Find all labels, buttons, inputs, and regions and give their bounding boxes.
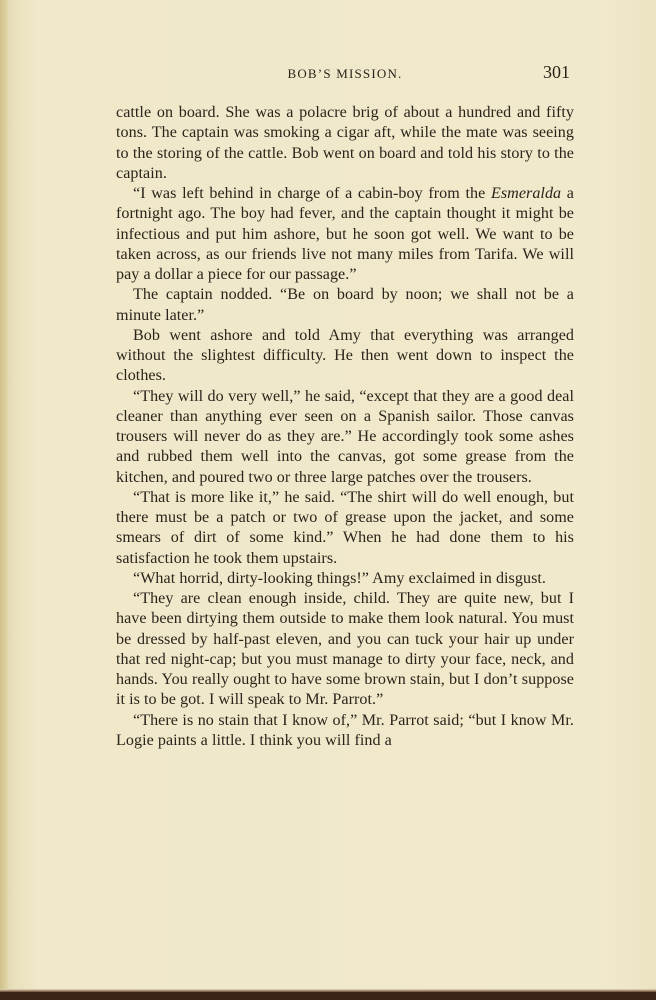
paragraph-6: “That is more like it,” he said. “The shirt will do well enough, but there must be a patch or two of grease upon the jacket, and some smears of dirt of some kind.” When he had done them to his satisfaction he took them upstairs. [116,488,574,567]
paragraph-8: “They are clean enough inside, child. They are quite new, but I have been dirtying them outside to make them look natural. You must be dressed by half-past eleven, and you can tuck your hair up under that red night-cap; but you must manage to dirty your face, neck, and hands. You really ought to have some brown stain, but I don’t suppose it is to be got. I will speak to Mr. Parrot.” [116,590,574,709]
paragraph-3: The captain nodded. “Be on board by noon; we shall not be a minute later.” [116,286,574,324]
page-bottom-edge [0,992,656,1000]
paragraph-9: “There is no stain that I know of,” Mr. Parrot said; “but I know Mr. Logie paints a little. I think you will find a [116,711,574,749]
page-number: 301 [543,62,570,82]
paragraph-5: “They will do very well,” he said, “except that they are a good deal cleaner than anything ever seen on a Spanish sailor. Those canvas trousers will never do as they are.” He accordingly took some ashes and rubbed them well into the canvas, got some grease from the kitchen, and poured two or three large patches over the trousers. [116,387,574,486]
page-gutter [0,0,8,1000]
body-text [116,103,574,751]
paragraph-7: “What horrid, dirty-looking things!” Amy exclaimed in disgust. [133,569,546,587]
running-head: BOB’S MISSION. [287,66,403,81]
paragraph-2-end: a fortnight ago. The boy had fever, and the captain thought it might be infectious and put him ashore, but he soon got well. We want to be taken across, as our friends live not many miles from Tarifa. We will pay a dollar a piece for our passage.” [116,185,574,283]
paragraph-4: Bob went ashore and told Amy that everything was arranged without the slightest difficulty. He then went down to inspect the clothes. [116,326,574,385]
paragraph-1: cattle on board. She was a polacre brig of about a hundred and fifty tons. The captain was smoking a cigar aft, while the mate was seeing to the storing of the cattle. Bob went on board and told his story to the captain. [116,104,574,182]
paragraph-2-start: “I was left behind in charge of a cabin-boy from the [133,185,491,202]
paragraph-2 [116,184,574,285]
ship-name: Esmeralda [490,185,562,202]
page-header [116,62,574,86]
